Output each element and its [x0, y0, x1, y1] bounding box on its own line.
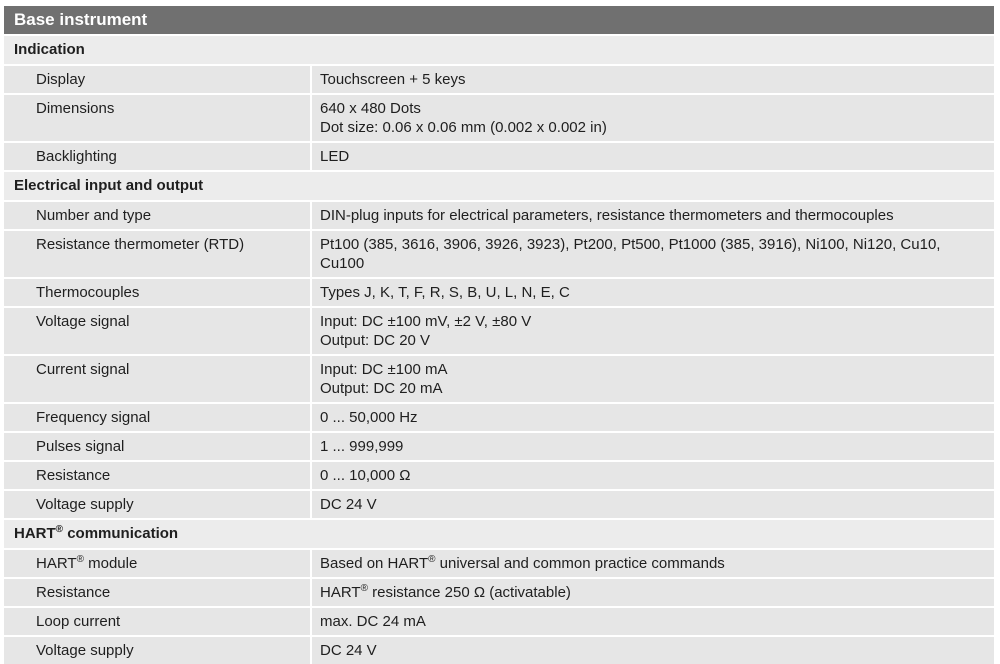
table-row	[4, 95, 994, 141]
row-value	[312, 143, 994, 170]
value-line: 0 ... 10,000 Ω	[320, 467, 411, 484]
value-line: 1 ... 999,999	[320, 438, 404, 455]
value-line: Output: DC 20 mA	[320, 380, 443, 397]
row-label: Number and type	[4, 202, 310, 229]
row-value	[312, 462, 994, 489]
row-value	[312, 279, 994, 306]
table-row	[4, 308, 994, 354]
row-value	[312, 579, 994, 606]
value-line: Pt100 (385, 3616, 3906, 3926, 3923), Pt200, Pt500, Pt1000 (385, 3916), Ni100, Ni120, Cu10,	[320, 236, 941, 253]
value-line: Output: DC 20 V	[320, 332, 431, 349]
row-value	[312, 356, 994, 402]
row-value	[312, 66, 994, 93]
row-value	[312, 491, 994, 518]
table-title: Base instrument	[4, 6, 994, 34]
row-value	[312, 637, 994, 664]
section-title: Electrical input and output	[4, 172, 994, 200]
row-label: Dimensions	[4, 95, 310, 141]
table-row	[4, 404, 994, 431]
table-row	[4, 143, 994, 170]
row-value	[312, 550, 994, 577]
row-label: Voltage supply	[4, 491, 310, 518]
table-row	[4, 231, 994, 277]
row-label: HART® module	[4, 550, 310, 577]
table-row	[4, 433, 994, 460]
row-label: Frequency signal	[4, 404, 310, 431]
value-line: Input: DC ±100 mA	[320, 361, 448, 378]
value-line: max. DC 24 mA	[320, 613, 426, 630]
value-line: Input: DC ±100 mV, ±2 V, ±80 V	[320, 313, 532, 330]
value-line: Types J, K, T, F, R, S, B, U, L, N, E, C	[320, 284, 570, 301]
table-row	[4, 491, 994, 518]
row-value	[312, 202, 994, 229]
value-line: HART® resistance 250 Ω (activatable)	[320, 583, 571, 601]
table-row	[4, 637, 994, 664]
table-row	[4, 202, 994, 229]
value-line: DIN-plug inputs for electrical parameters, resistance thermometers and thermocouples	[320, 207, 894, 224]
value-line: LED	[320, 148, 350, 165]
value-line: Based on HART® universal and common practice commands	[320, 554, 725, 572]
row-value	[312, 95, 994, 141]
row-value	[312, 433, 994, 460]
value-line: Cu100	[320, 255, 365, 272]
row-label: Display	[4, 66, 310, 93]
table-row	[4, 66, 994, 93]
table-row	[4, 279, 994, 306]
row-value	[312, 404, 994, 431]
row-label: Voltage supply	[4, 637, 310, 664]
row-value	[312, 231, 994, 277]
row-label: Resistance	[4, 579, 310, 606]
row-value	[312, 608, 994, 635]
row-label: Backlighting	[4, 143, 310, 170]
row-label: Voltage signal	[4, 308, 310, 354]
row-label: Thermocouples	[4, 279, 310, 306]
value-line: Dot size: 0.06 x 0.06 mm (0.002 x 0.002 in)	[320, 119, 607, 136]
value-line: Touchscreen + 5 keys	[320, 71, 466, 88]
table-row	[4, 462, 994, 489]
table-row	[4, 608, 994, 635]
section-title: HART® communication	[4, 520, 994, 548]
row-label: Pulses signal	[4, 433, 310, 460]
value-line: DC 24 V	[320, 642, 377, 659]
row-label: Current signal	[4, 356, 310, 402]
section-title: Indication	[4, 36, 994, 64]
value-line: 0 ... 50,000 Hz	[320, 409, 418, 426]
row-label: Loop current	[4, 608, 310, 635]
row-label: Resistance thermometer (RTD)	[4, 231, 310, 277]
table-row	[4, 579, 994, 606]
table-row	[4, 356, 994, 402]
row-label: Resistance	[4, 462, 310, 489]
table-row	[4, 550, 994, 577]
value-line: DC 24 V	[320, 496, 377, 513]
row-value	[312, 308, 994, 354]
spec-table	[4, 6, 994, 664]
value-line: 640 x 480 Dots	[320, 100, 421, 117]
